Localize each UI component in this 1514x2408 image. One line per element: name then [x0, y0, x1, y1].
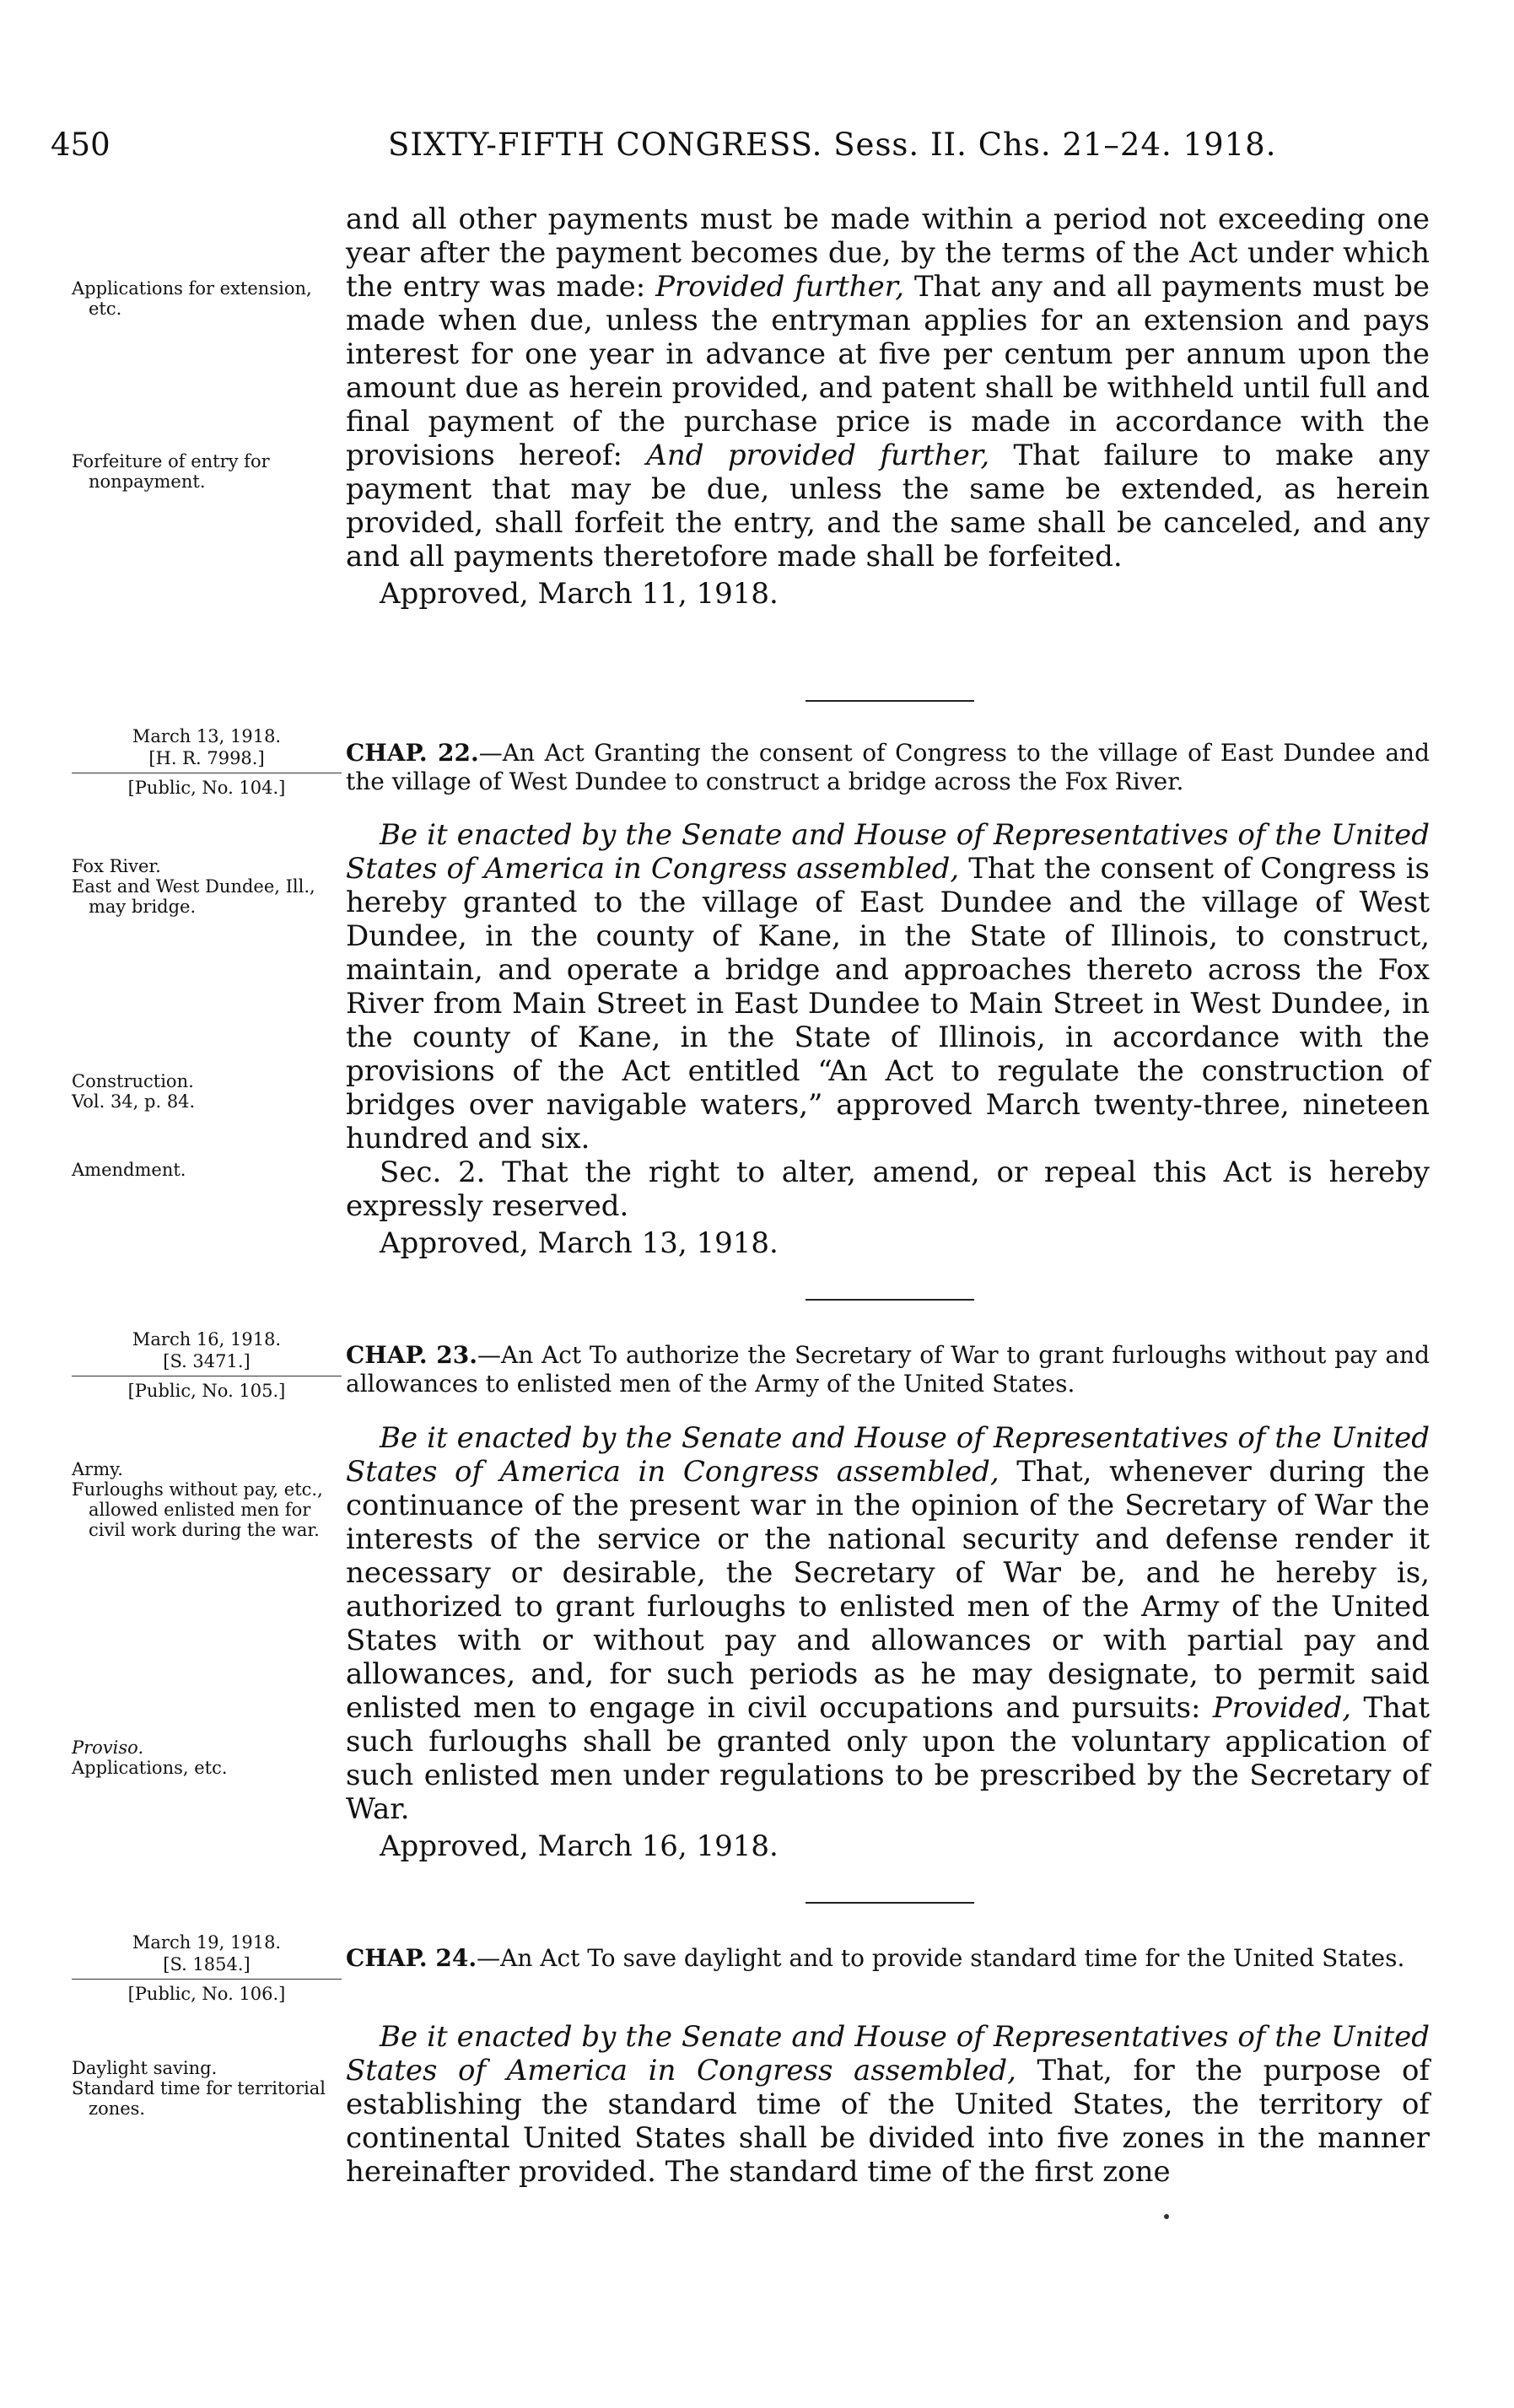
chap23-body — [346, 1421, 1430, 1863]
chap22-heading — [346, 739, 1430, 796]
chapter-number: CHAP. 22. — [346, 739, 479, 767]
public-law-number: [Public, No. 104.] — [72, 773, 342, 799]
bill-date: March 13, 1918. — [132, 726, 282, 746]
chap23-bill-info — [72, 1328, 342, 1402]
act-title: —An Act To authorize the Secretary of War to grant furloughs without pay and allowances to enlisted men of the Army of the United States. — [346, 1341, 1430, 1398]
chap24-heading — [346, 1944, 1430, 1973]
margin-note-amendment: Amendment. — [72, 1160, 186, 1180]
margin-note-fox-river: Fox River. East and West Dundee, Ill., may bridge. — [72, 856, 315, 917]
bill-date: March 19, 1918. — [132, 1932, 282, 1953]
margin-note-forfeiture: Forfeiture of entry for nonpayment. — [72, 451, 270, 492]
margin-note-proviso: Proviso. Applications, etc. — [72, 1737, 228, 1778]
margin-note-applications: Applications for extension, etc. — [72, 278, 312, 319]
chap24-enacting: Be it enacted by the Senate and House of Representatives of the United States of America in Congress assembled, That, for the purpose of establishing the standard time of the United States, the territory of continental United States shall be divided into five zones in the manner hereinafter provided. The standard time of the first zone — [346, 2020, 1430, 2189]
chapter-number: CHAP. 24. — [346, 1944, 477, 1972]
running-title: SIXTY-FIFTH CONGRESS. Sess. II. Chs. 21–24. 1918. — [388, 127, 1277, 163]
section-divider — [805, 1902, 974, 1904]
public-law-number: [Public, No. 106.] — [72, 1979, 342, 2005]
chap21-text: and all other payments must be made within a period not exceeding one year after the payment becomes due, by the terms of the Act under which the entry was made: Provided further, That any and all payments must be made when due, unless the entryman applies for an extension and pays interest for one year in advance at five per centum per annum upon the amount due as herein provided, and patent shall be withheld until full and final payment of the purchase price is made in accordance with the provisions hereof: And provided further, That failure to make any payment that may be due, unless the same be extended, as herein provided, shall forfeit the entry, and the same shall be canceled, and any and all payments theretofore made shall be forfeited. — [346, 202, 1430, 574]
chap22-bill-info — [72, 725, 342, 799]
ink-speck — [1164, 2214, 1169, 2219]
chap22-body — [346, 818, 1430, 1260]
chap23-enacting: Be it enacted by the Senate and House of Representatives of the United States of America in Congress assembled, That, whenever during the continuance of the present war in the opinion of the Secretary of War the interests of the service or the national security and defense render it necessary or desirable, the Secretary of War be, and he hereby is, authorized to grant furloughs to enlisted men of the Army of the United States with or without pay and allowances or with partial pay and allowances, and, for such periods as he may designate, to permit said enlisted men to engage in civil occupations and pursuits: Provided, That such furloughs shall be granted only upon the voluntary application of such enlisted men under regulations to be prescribed by the Secretary of War. — [346, 1421, 1430, 1826]
section-divider — [805, 700, 974, 702]
chap22-enacting: Be it enacted by the Senate and House of Representatives of the United States of America in Congress assembled, That the consent of Congress is hereby granted to the village of East Dundee and the village of West Dundee, in the county of Kane, in the State of Illinois, to construct, maintain, and operate a bridge and approaches thereto across the Fox River from Main Street in East Dundee to Main Street in West Dundee, in the county of Kane, in the State of Illinois, in accordance with the provisions of the Act entitled “An Act to regulate the construction of bridges over navigable waters,” approved March twenty-three, nineteen hundred and six. — [346, 818, 1430, 1156]
running-header — [51, 127, 1434, 177]
chap21-continuation — [346, 202, 1430, 611]
chap23-approved: Approved, March 16, 1918. — [380, 1829, 779, 1863]
margin-note-construction: Construction. Vol. 34, p. 84. — [72, 1071, 196, 1112]
chap22-approved: Approved, March 13, 1918. — [380, 1226, 779, 1260]
section-divider — [805, 1299, 974, 1301]
chap23-heading — [346, 1341, 1430, 1398]
margin-note-daylight: Daylight saving. Standard time for territorial zones. — [72, 2058, 326, 2119]
bill-number: [H. R. 7998.] — [148, 748, 265, 768]
chap21-approved: Approved, March 11, 1918. — [380, 577, 779, 611]
chap24-body — [346, 2020, 1430, 2189]
public-law-number: [Public, No. 105.] — [72, 1376, 342, 1402]
bill-number: [S. 3471.] — [163, 1351, 251, 1371]
chap22-section2: Sec. 2. That the right to alter, amend, or repeal this Act is hereby expressly reserved. — [346, 1156, 1430, 1223]
bill-date: March 16, 1918. — [132, 1329, 282, 1349]
chap24-bill-info — [72, 1931, 342, 2005]
bill-number: [S. 1854.] — [163, 1954, 251, 1974]
act-title: —An Act Granting the consent of Congress to the village of East Dundee and the village of West Dundee to construct a bridge across the Fox River. — [346, 739, 1430, 795]
page-number: 450 — [51, 127, 110, 163]
act-title: —An Act To save daylight and to provide standard time for the United States. — [477, 1944, 1405, 1972]
chapter-number: CHAP. 23. — [346, 1341, 477, 1369]
margin-note-army: Army. Furloughs without pay, etc., allowed enlisted men for civil work during the war. — [72, 1459, 323, 1540]
